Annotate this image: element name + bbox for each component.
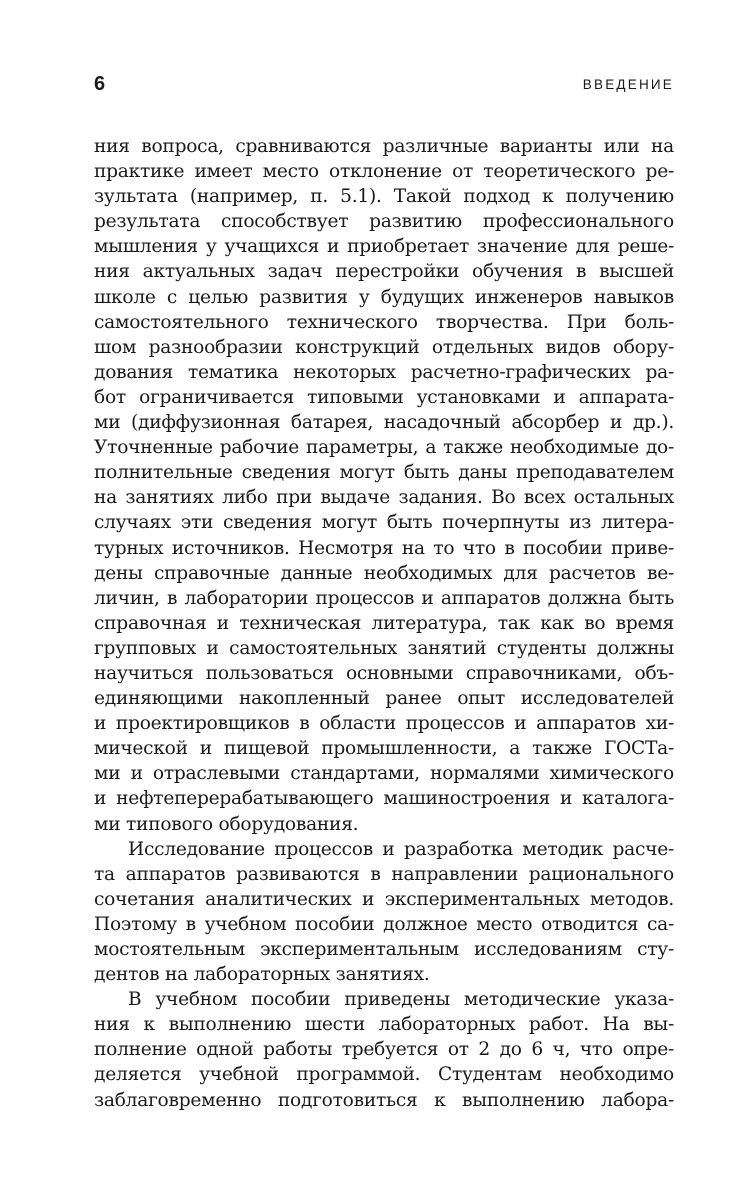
text-line: сочетания аналитических и экспериментальных методов. xyxy=(94,888,674,910)
text-line: ния вопроса, сравниваются различные варианты или на xyxy=(94,136,674,157)
text-line: ния актуальных задач перестройки обучения в высшей xyxy=(94,261,674,283)
text-line: бот ограничивается типовыми установками и аппарата- xyxy=(94,386,674,408)
text-line: Уточненные рабочие параметры, а также необходимые до- xyxy=(94,437,674,459)
text-line: личин, в лаборатории процессов и аппаратов должна быть xyxy=(94,587,674,609)
page-header xyxy=(94,72,674,100)
text-line: заблаговременно подготовиться к выполнению лабора- xyxy=(94,1089,674,1111)
text-line: самостоятельного технического творчества. При боль- xyxy=(94,311,674,333)
text-line: дентов на лабораторных занятиях. xyxy=(94,964,430,986)
text-line: результата способствует развитию профессионального xyxy=(94,211,674,233)
text-line: полнительные сведения могут быть даны преподавателем xyxy=(94,462,674,484)
text-line: и нефтеперерабатывающего машиностроения и каталога- xyxy=(94,788,674,810)
text-line: научиться пользоваться основными справочниками, объ- xyxy=(94,662,674,684)
paragraph-1 xyxy=(94,134,674,837)
text-line: ми и отраслевыми стандартами, нормалями химического xyxy=(94,763,674,785)
text-line: справочная и техническая литература, так как во время xyxy=(94,612,674,634)
text-line: полнение одной работы требуется от 2 до 6 ч, что опре- xyxy=(94,1039,674,1061)
text-line: зультата (например, п. 5.1). Такой подход к получению xyxy=(94,186,674,208)
text-line: турных источников. Несмотря на то что в пособии приве- xyxy=(94,537,674,559)
text-line: дены справочные данные необходимых для расчетов ве- xyxy=(94,562,674,584)
paragraph-3 xyxy=(94,987,674,1112)
text-line: та аппаратов развиваются в направлении рационального xyxy=(94,863,674,885)
text-line: мышления у учащихся и приобретает значение для реше- xyxy=(94,236,674,258)
text-line: деляется учебной программой. Студентам необходимо xyxy=(94,1064,674,1086)
text-line: мостоятельным экспериментальным исследованиям сту- xyxy=(94,939,674,960)
text-line: Исследование процессов и разработка методик расче- xyxy=(128,838,674,860)
text-line: ния к выполнению шести лабораторных работ. На вы- xyxy=(94,1014,674,1036)
text-line: и проектировщиков в области процессов и аппаратов хи- xyxy=(94,713,674,735)
text-line: шом разнообразии конструкций отдельных видов обору- xyxy=(94,336,674,358)
paragraph-2 xyxy=(94,837,674,988)
running-head: ВВЕДЕНИЕ xyxy=(582,77,674,92)
text-line: единяющими накопленный ранее опыт исследователей xyxy=(94,688,674,710)
text-line: дования тематика некоторых расчетно-графических ра- xyxy=(94,361,674,383)
text-line: практике имеет место отклонение от теоретического ре- xyxy=(94,161,674,183)
page-number: 6 xyxy=(94,73,106,95)
text-line: ми (диффузионная батарея, насадочный абсорбер и др.). xyxy=(94,412,674,434)
text-line: ми типового оборудования. xyxy=(94,813,359,835)
text-line: В учебном пособии приведены методические указа- xyxy=(128,989,674,1011)
text-line: на занятиях либо при выдаче задания. Во всех остальных xyxy=(94,487,674,509)
text-line: Поэтому в учебном пособии должное место отводится са- xyxy=(94,913,674,935)
text-line: мической и пищевой промышленности, а также ГОСТа- xyxy=(94,738,674,760)
text-line: случаях эти сведения могут быть почерпнуты из литера- xyxy=(94,512,674,534)
text-line: групповых и самостоятельных занятий студенты должны xyxy=(94,637,674,659)
body-text xyxy=(94,134,674,1113)
text-line: школе с целью развития у будущих инженеров навыков xyxy=(94,286,674,308)
